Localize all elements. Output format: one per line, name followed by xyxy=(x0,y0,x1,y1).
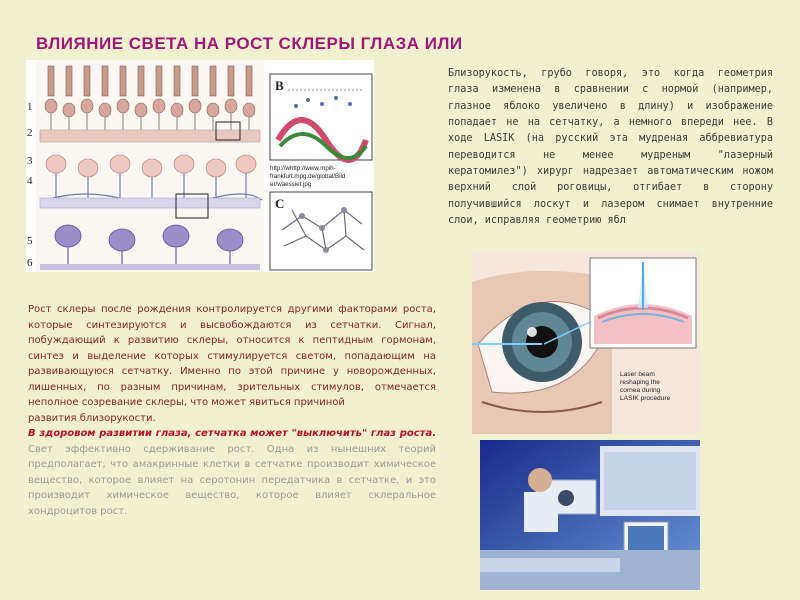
inset-c-label: C xyxy=(275,196,285,211)
layer-number: 2 xyxy=(27,127,33,139)
layer-number: 4 xyxy=(27,175,33,187)
sclera-paragraph: Рост склеры после рождения контролируется другими факторами роста, которые синтезируются и высвобождаются из сетчатки. Сигнал, побуждающий к развитию склеры, относится к пептидным гормонам, синтез и выделение которых стимулируется светом, попадающим на развивающуюся сетчатку. Именно по этой причине у новорожденных, лишенных, по разным причинам, зрительных стимулов, отмечается неполное созревание склеры, что может явиться причиной xyxy=(28,304,436,408)
figure-url: er/waessiet.jpg xyxy=(270,181,312,188)
sclera-growth-text xyxy=(28,302,436,519)
layer-number: 1 xyxy=(27,101,33,113)
lasik-eye-figure xyxy=(472,252,700,434)
lasik-caption: cornea during xyxy=(620,387,661,394)
lasik-caption: Laser beam xyxy=(620,371,655,378)
inset-b-label: B xyxy=(275,78,284,93)
layer-number: 3 xyxy=(27,155,33,167)
myopia-description: Близорукость, грубо говоря, это когда геометрия глаза изменена в сравнении с нормой (например, глазное яблоко увеличено в длину) и изображение попадает не на сетчатку, а немного впереди нее. В ходе LASIK (на русский эта мудреная аббревиатура переводится не менее мудреным "лазерный кератомилез") хирург надрезает автоматическим ножом верхний слой роговицы, отгибает в сторону получившийся лоскут и лазером снимает внутренние слои, исправляя геометрию ябл xyxy=(448,68,773,226)
layer-number: 5 xyxy=(27,235,33,247)
sclera-paragraph-end: развития близорукости. xyxy=(28,412,156,424)
figure-url: http://whttp://www.mpih- xyxy=(270,165,336,172)
emphasis-text: В здоровом развитии глаза, сетчатка может "выключить" глаз роста. xyxy=(28,428,436,439)
lasik-caption: reshaping the xyxy=(620,379,660,386)
faded-text: Свет эффективно сдерживание рост. Одна из нынешних теорий предполагает, что амакринные клетки в сетчатке производит химическое вещество, которое влияет на серотонин передатчика в сетчатке, и это производит химическое вещество, которое влияет склеральное хондроцитов рост. xyxy=(28,443,436,517)
figure-url: frankfurt.mpg.de/global/Bild xyxy=(270,173,346,180)
retina-diagram xyxy=(26,60,374,272)
slide-title: ВЛИЯНИЕ СВЕТА НА РОСТ СКЛЕРЫ ГЛАЗА ИЛИ xyxy=(36,34,463,53)
layer-number: 6 xyxy=(27,257,33,269)
laser-lab-photo xyxy=(480,440,700,590)
lasik-caption: LASIK procedure xyxy=(620,395,671,402)
